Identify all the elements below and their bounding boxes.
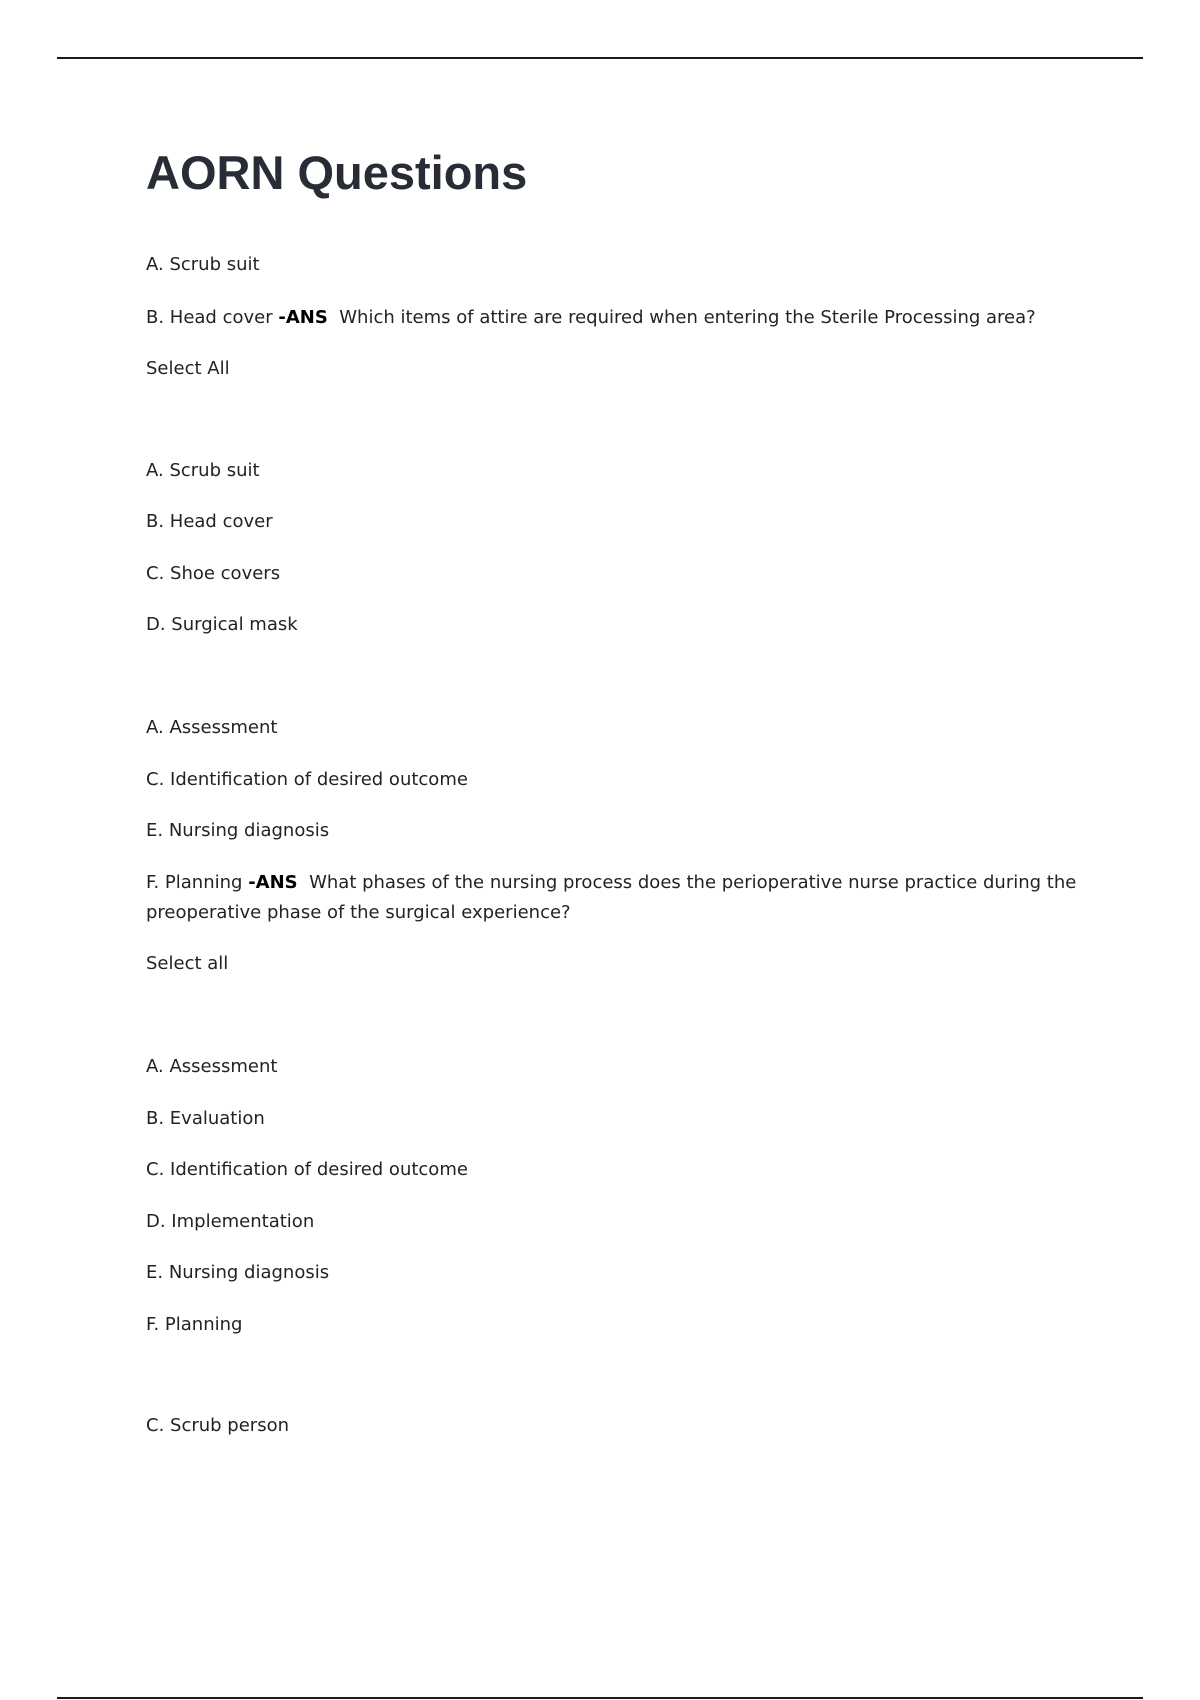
text-line: [146, 713, 277, 743]
text-line: [146, 868, 1086, 928]
line-text: E. Nursing diagnosis: [146, 1262, 330, 1283]
line-text: B. Head cover: [146, 307, 273, 328]
text-line: [146, 1155, 468, 1185]
line-text: C. Shoe covers: [146, 563, 281, 584]
text-line: [146, 816, 329, 846]
question-text: What phases of the nursing process does the perioperative nurse practice during the preoperative phase of the surgical experience?: [146, 872, 1077, 923]
answer-marker: -ANS: [248, 872, 298, 893]
line-text: C. Identification of desired outcome: [146, 1159, 468, 1180]
line-text: B. Evaluation: [146, 1108, 265, 1129]
question-text: Which items of attire are required when entering the Sterile Processing area?: [339, 307, 1036, 328]
text-line: [146, 250, 260, 280]
line-text: A. Assessment: [146, 717, 278, 738]
page-title: AORN Questions: [146, 146, 528, 199]
line-text: D. Surgical mask: [146, 614, 298, 635]
text-line: [146, 303, 1036, 333]
line-text: C. Identification of desired outcome: [146, 769, 468, 790]
text-line: [146, 1104, 265, 1134]
line-text: B. Head cover: [146, 511, 273, 532]
line-text: E. Nursing diagnosis: [146, 820, 330, 841]
line-text: Select all: [146, 953, 229, 974]
bottom-rule: [57, 1697, 1143, 1699]
text-line: [146, 354, 230, 384]
line-text: D. Implementation: [146, 1211, 315, 1232]
text-line: [146, 949, 228, 979]
top-rule: [57, 57, 1143, 59]
text-line: [146, 610, 298, 640]
line-text: A. Assessment: [146, 1056, 278, 1077]
line-text: Select All: [146, 358, 230, 379]
text-line: [146, 1310, 242, 1340]
text-line: [146, 507, 273, 537]
line-text: F. Planning: [146, 872, 243, 893]
text-line: [146, 559, 280, 589]
text-line: [146, 1411, 289, 1441]
answer-marker: -ANS: [278, 307, 328, 328]
line-text: F. Planning: [146, 1314, 243, 1335]
text-line: [146, 1258, 329, 1288]
line-text: C. Scrub person: [146, 1415, 289, 1436]
text-line: [146, 765, 468, 795]
text-line: [146, 1207, 314, 1237]
text-line: [146, 456, 260, 486]
line-text: A. Scrub suit: [146, 460, 260, 481]
text-line: [146, 1052, 277, 1082]
line-text: A. Scrub suit: [146, 254, 260, 275]
